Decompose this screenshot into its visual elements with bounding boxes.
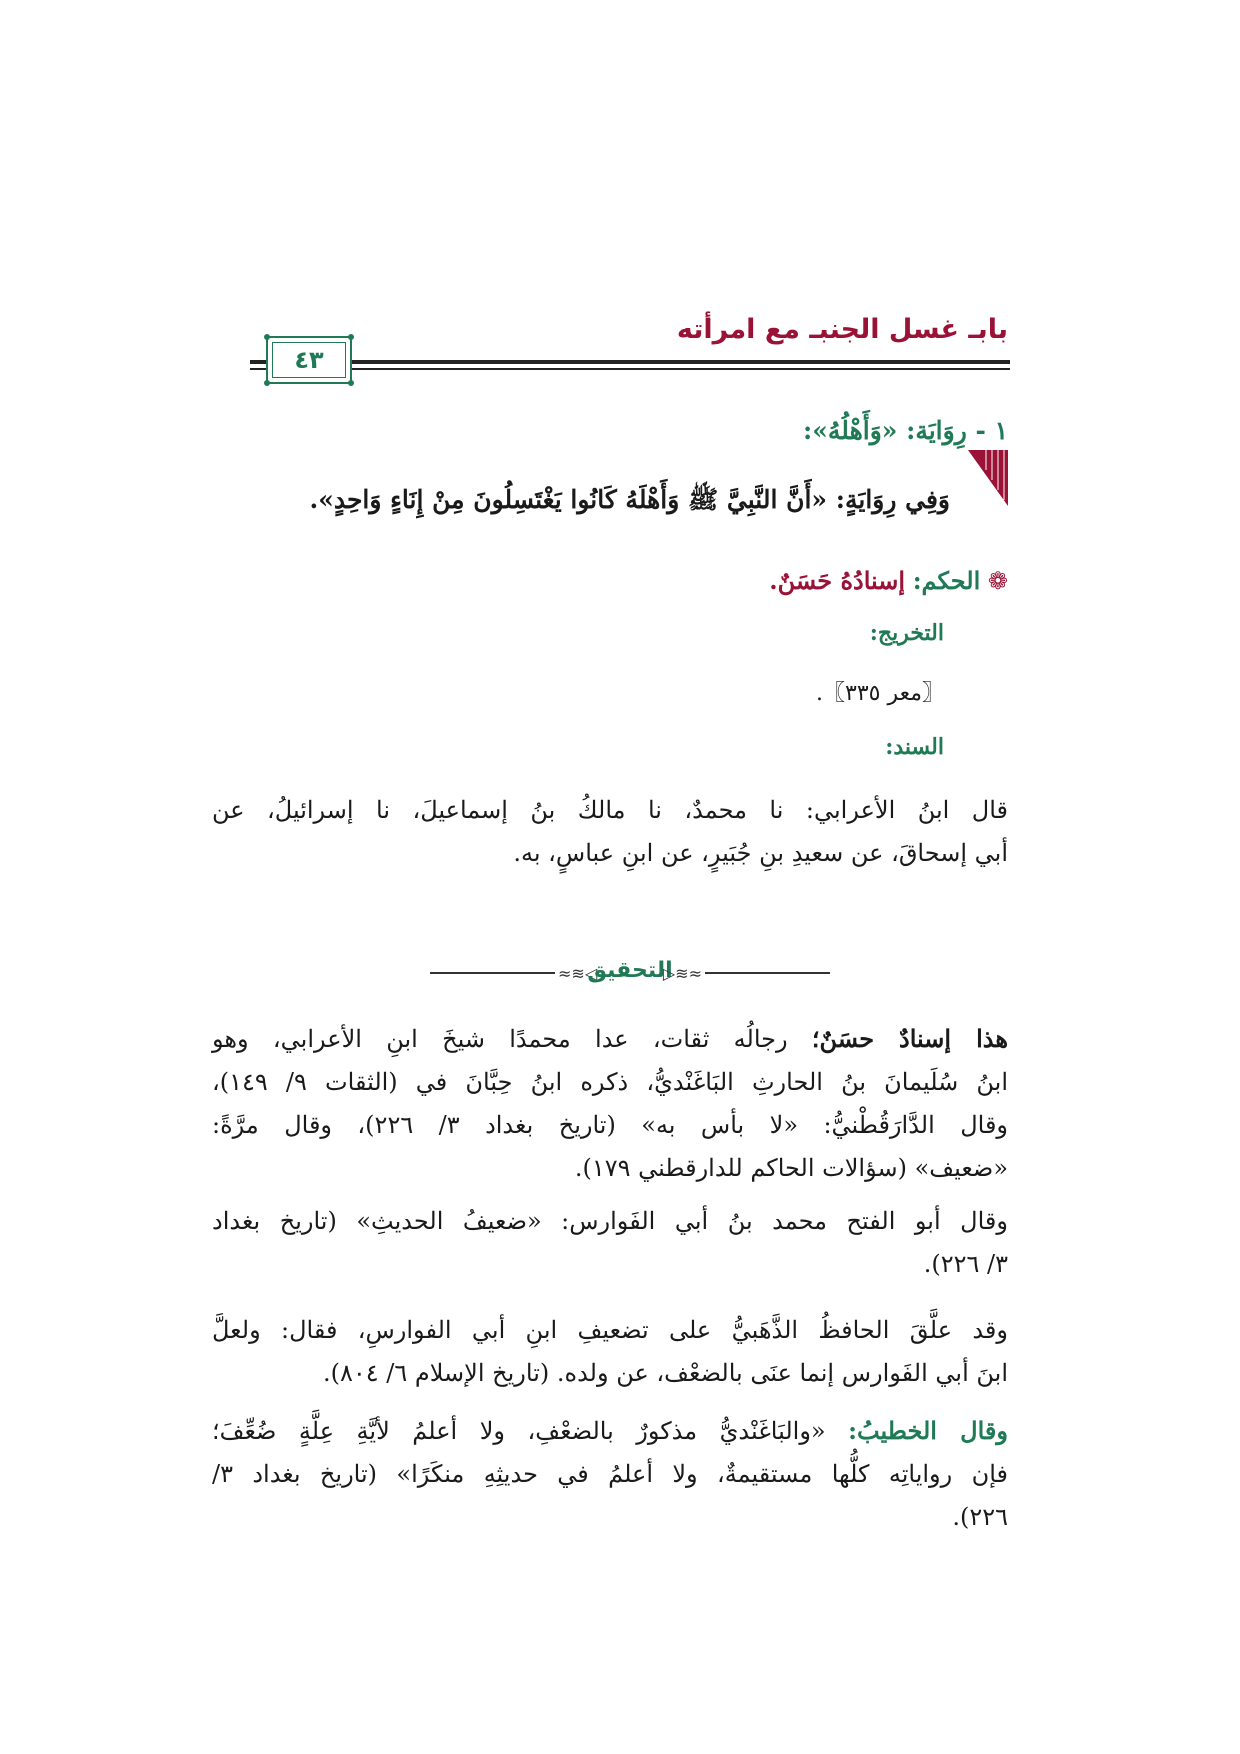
sanad-label: السند:	[885, 734, 944, 760]
ruling-value: إسنادُهُ حَسَنٌ.	[769, 566, 906, 595]
tahqiq-paragraph-3	[212, 1309, 1008, 1395]
khatib-label: وقال الخطيبُ:	[848, 1416, 1008, 1445]
tahqiq-paragraph-1	[212, 1017, 1008, 1190]
tahqiq-line: ٣/ ٢٢٦).	[923, 1250, 1008, 1278]
takhrij-label: التخريج:	[869, 620, 944, 646]
tahqiq-line: ابنَ أبي الفَوارس إنما عنَى بالضعْف، عن ولده. (تاريخ الإسلام ٦/ ٨٠٤).	[322, 1359, 1008, 1387]
tahqiq-paragraph-2	[212, 1200, 1008, 1286]
sanad-line: أبي إسحاقَ، عن سعيدِ بنِ جُبَيرٍ، عن ابنِ عباسٍ، به.	[513, 839, 1008, 867]
chapter-title: بابـ غسل الجنبـ مع امرأته	[676, 314, 1008, 345]
section-divider	[430, 958, 830, 988]
tahqiq-line: «ضعيف» (سؤالات الحاكم للدارقطني ١٧٩).	[574, 1154, 1008, 1182]
narration-heading: ١ - رِوَايَة: «وَأَهْلُهُ»:	[803, 416, 1008, 445]
header-rule-thick	[250, 360, 1010, 364]
flower-ornament-icon: ❁	[987, 567, 1008, 595]
narration-text: وَفِي رِوَايَةٍ: «أَنَّ النَّبِيَّ ﷺ وَأَهْلَهُ كَانُوا يَغْتَسِلُونَ مِنْ إِنَاءٍ وَاحِدٍ».	[309, 485, 950, 514]
tahqiq-line: هذا إسنادٌ حسَنٌ؛ رجالُه ثقات، عدا محمدًا شيخَ ابنِ الأعرابي، وهو	[212, 1024, 1008, 1053]
ruling-label: الحكم:	[912, 566, 981, 595]
ruling-line	[769, 566, 1008, 595]
tahqiq-line: فإن رواياتِه كلُّها مستقيمةٌ، ولا أعلمُ في حديثِهِ منكَرًا» (تاريخ بغداد ٣/	[212, 1460, 1008, 1488]
scroll-ornament-icon: ◁≋≈	[558, 964, 598, 983]
scroll-ornament-icon: ≈≋▷	[662, 964, 702, 983]
page-number-frame	[266, 336, 352, 384]
tahqiq-line: ٢٢٦).	[952, 1503, 1008, 1531]
tahqiq-paragraph-4	[212, 1409, 1008, 1539]
tahqiq-line: وقال أبو الفتح محمد بنُ أبي الفَوارس: «ضعيفُ الحديثِ» (تاريخ بغداد	[212, 1207, 1008, 1235]
sanad-line: قال ابنُ الأعرابي: نا محمدٌ، نا مالكُ بنُ إسماعيلَ، نا إسرائيلُ، عن	[212, 796, 1008, 824]
header-rule-thin	[250, 368, 1010, 370]
tahqiq-line: وقد علَّقَ الحافظُ الذَّهَبيُّ على تضعيفِ ابنِ أبي الفوارسِ، فقال: ولعلَّ	[212, 1316, 1008, 1344]
tahqiq-line: وقال الدَّارَقُطْنيُّ: «لا بأس به» (تاريخ بغداد ٣/ ٢٢٦)، وقال مرَّةً:	[212, 1111, 1009, 1139]
isnad-verdict: هذا إسنادٌ حسَنٌ؛	[811, 1024, 1008, 1053]
page-number: ٤٣	[294, 346, 324, 374]
tahqiq-line: ابنُ سُلَيمانَ بنُ الحارثِ البَاغَنْديُّ، ذكره ابنُ حِبَّانَ في (الثقات ٩/ ١٤٩)،	[212, 1068, 1009, 1096]
section-divider-label: التحقيق	[587, 958, 673, 983]
triangle-marker-icon	[968, 450, 1008, 506]
sanad-paragraph	[212, 789, 1008, 875]
tahqiq-line: وقال الخطيبُ: «والبَاغَنْديُّ مذكورٌ بالضعْفِ، ولا أعلمُ لأيَّةِ عِلَّةٍ ضُعِّفَ؛	[212, 1416, 1008, 1445]
takhrij-reference: 〖معر ٣٣٥〗.	[816, 681, 944, 706]
